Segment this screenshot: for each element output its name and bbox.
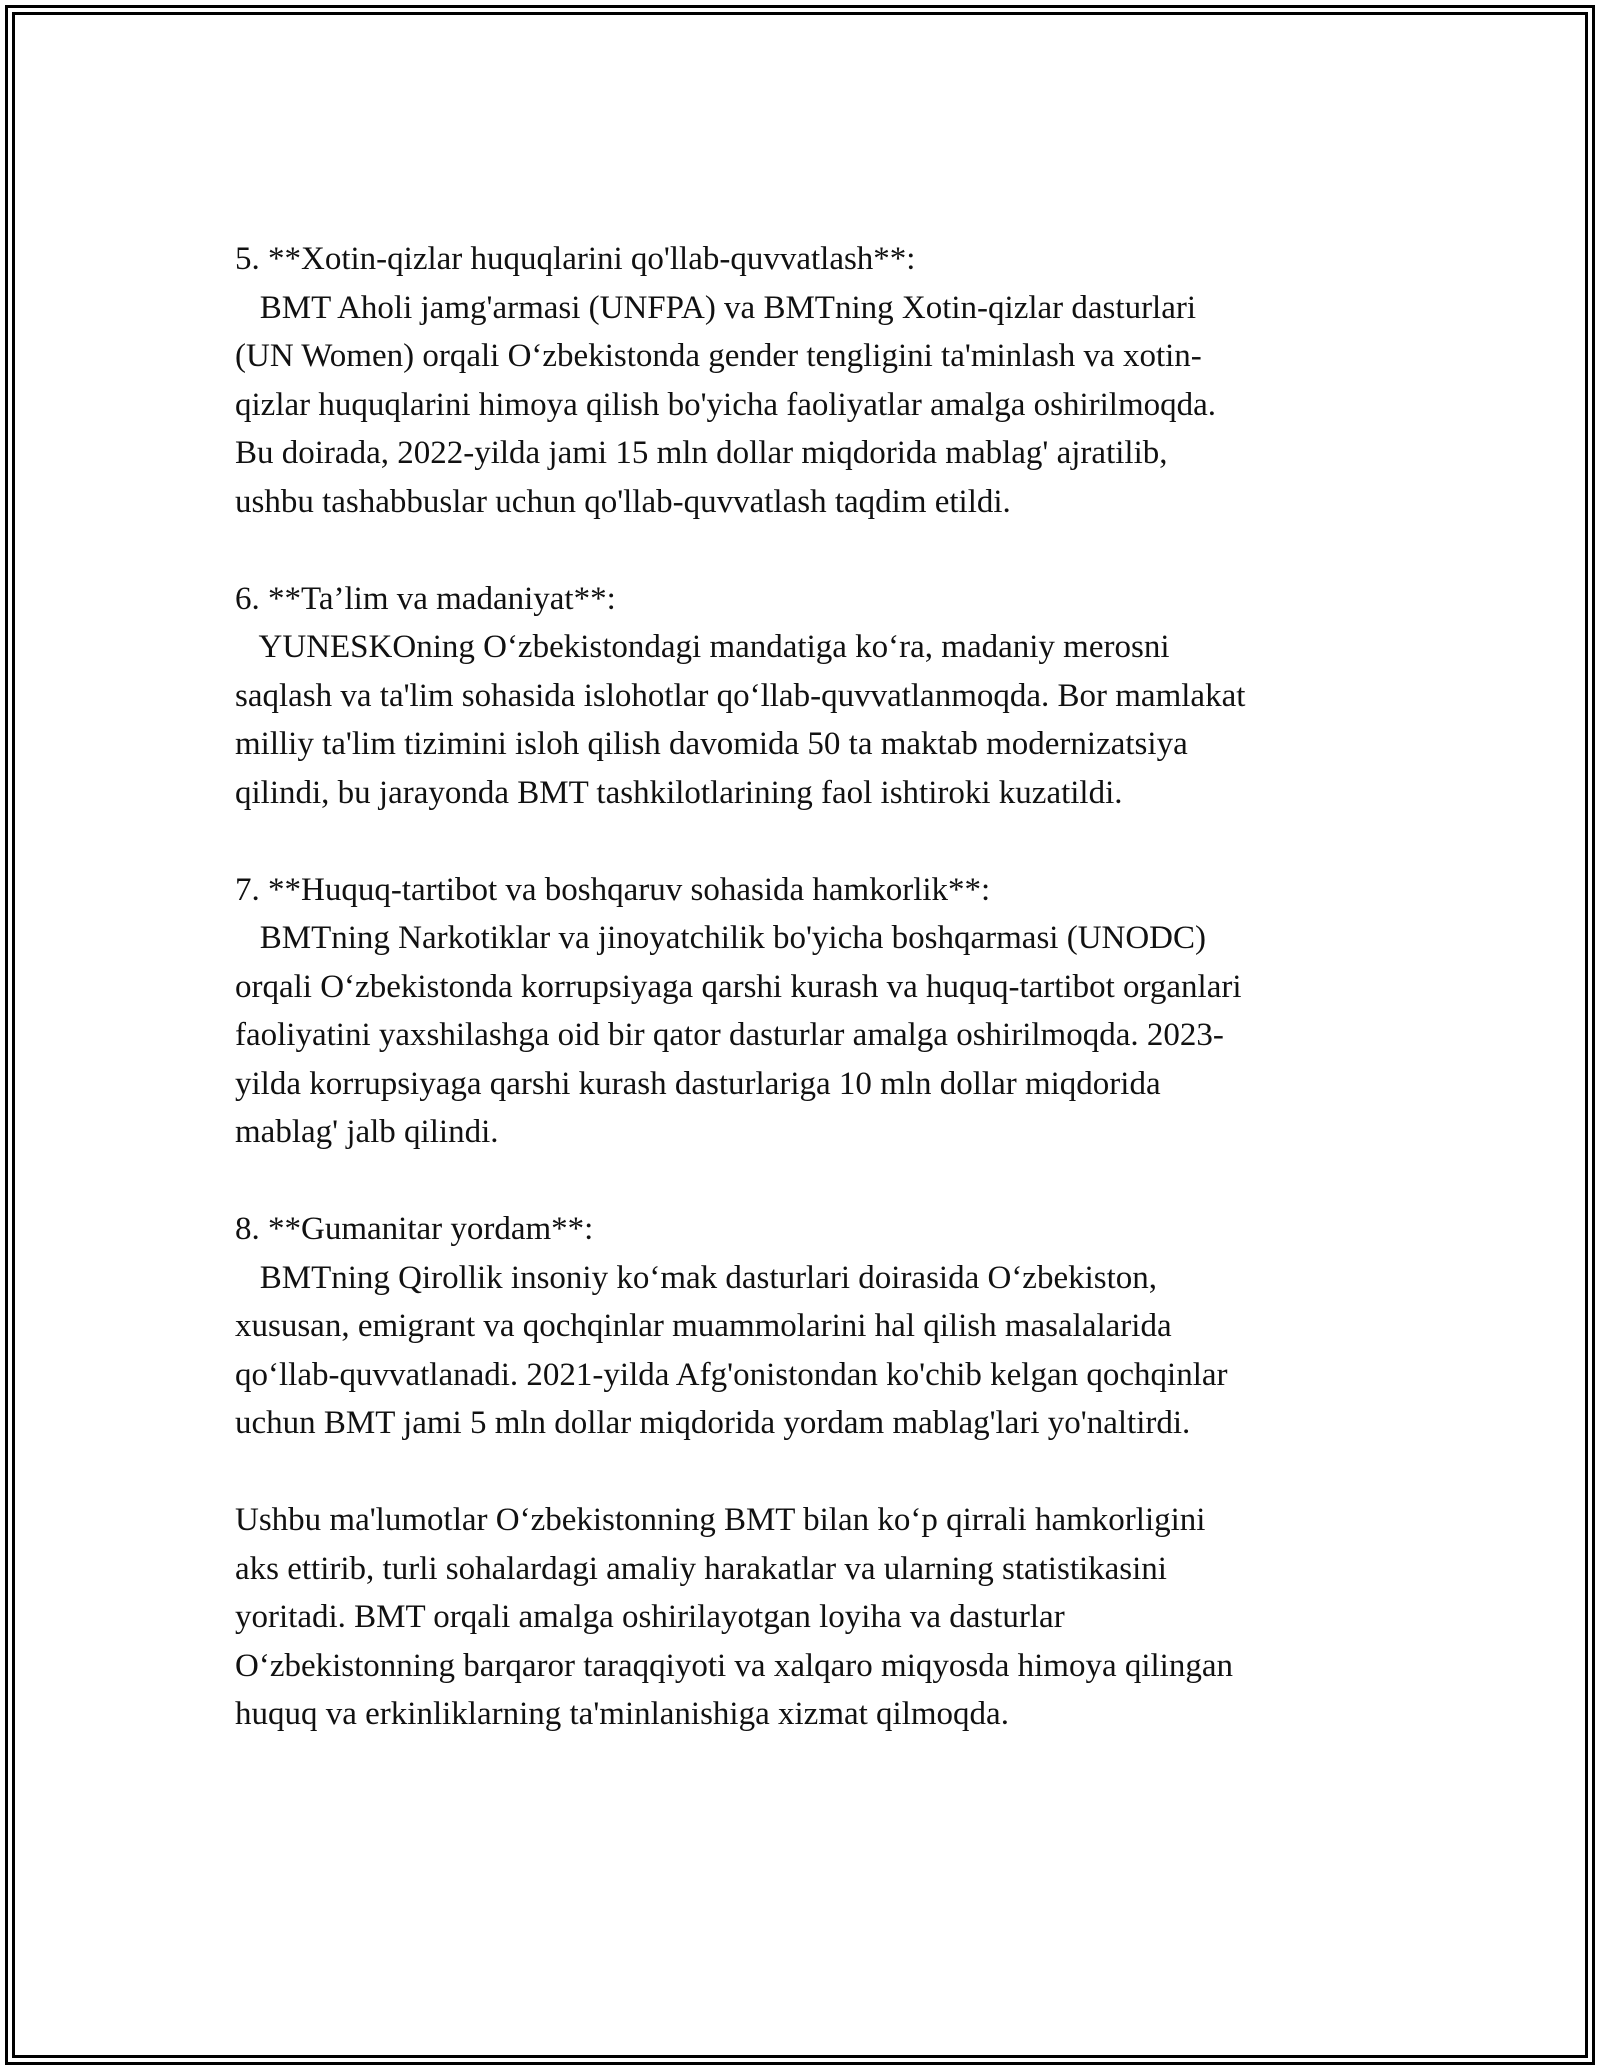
paragraph-line: huquq va erkinliklarning ta'minlanishiga xizmat qilmoqda.	[235, 1696, 1009, 1732]
paragraph-line: YUNESKOning O‘zbekistondagi mandatiga ko‘ra, madaniy merosni	[235, 629, 1170, 665]
paragraph-line: Bu doirada, 2022-yilda jami 15 mln dollar miqdorida mablag' ajratilib,	[235, 435, 1168, 471]
section-7	[235, 866, 1385, 1157]
section-6	[235, 575, 1385, 818]
paragraph-line: (UN Women) orqali O‘zbekistonda gender tengligini ta'minlash va xotin-	[235, 338, 1202, 374]
paragraph-line: ushbu tashabbuslar uchun qo'llab-quvvatlash taqdim etildi.	[235, 483, 1011, 520]
paragraph-line: xususan, emigrant va qochqinlar muammolarini hal qilish masalalarida	[235, 1308, 1172, 1344]
paragraph-line: yilda korrupsiyaga qarshi kurash dasturlariga 10 mln dollar miqdorida	[235, 1065, 1161, 1102]
section-8	[235, 1205, 1385, 1448]
section-5	[235, 235, 1385, 526]
paragraph-line: BMTning Qirollik insoniy ko‘mak dasturlari doirasida O‘zbekiston,	[235, 1259, 1158, 1296]
section-heading: 8. **Gumanitar yordam**:	[235, 1211, 594, 1247]
document-body	[235, 235, 1385, 1787]
paragraph-line: orqali O‘zbekistonda korrupsiyaga qarshi kurash va huquq-tartibot organlari	[235, 968, 1242, 1005]
section-heading: 7. **Huquq-tartibot va boshqaruv sohasida hamkorlik**:	[235, 871, 991, 908]
paragraph-line: qilindi, bu jarayonda BMT tashkilotlarining faol ishtiroki kuzatildi.	[235, 774, 1123, 811]
paragraph-line: BMT Aholi jamg'armasi (UNFPA) va BMTning Xotin-qizlar dasturlari	[235, 289, 1197, 326]
paragraph-line: aks ettirib, turli sohalardagi amaliy harakatlar va ularning statistikasini	[235, 1550, 1167, 1587]
section-heading: 5. **Xotin-qizlar huquqlarini qo'llab-quvvatlash**:	[235, 241, 916, 277]
paragraph-line: yoritadi. BMT orqali amalga oshirilayotgan loyiha va dasturlar	[235, 1599, 1065, 1635]
paragraph-line: mablag' jalb qilindi.	[235, 1114, 499, 1150]
paragraph-line: saqlash va ta'lim sohasida islohotlar qo‘llab-quvvatlanmoqda. Bor mamlakat	[235, 677, 1246, 714]
paragraph-line: BMTning Narkotiklar va jinoyatchilik bo'yicha boshqarmasi (UNODC)	[235, 920, 1207, 956]
paragraph-line: faoliyatini yaxshilashga oid bir qator dasturlar amalga oshirilmoqda. 2023-	[235, 1017, 1224, 1053]
paragraph-line: qo‘llab-quvvatlanadi. 2021-yilda Afg'onistondan ko'chib kelgan qochqinlar	[235, 1356, 1228, 1393]
section-heading: 6. **Ta’lim va madaniyat**:	[235, 580, 616, 617]
paragraph-line: Ushbu ma'lumotlar O‘zbekistonning BMT bilan ko‘p qirrali hamkorligini	[235, 1502, 1206, 1538]
paragraph-line: O‘zbekistonning barqaror taraqqiyoti va xalqaro miqyosda himoya qilingan	[235, 1647, 1233, 1684]
paragraph-line: qizlar huquqlarini himoya qilish bo'yicha faoliyatlar amalga oshirilmoqda.	[235, 386, 1217, 423]
paragraph-line: uchun BMT jami 5 mln dollar miqdorida yordam mablag'lari yo'naltirdi.	[235, 1405, 1191, 1441]
conclusion-paragraph	[235, 1496, 1385, 1739]
paragraph-line: milliy ta'lim tizimini isloh qilish davomida 50 ta maktab modernizatsiya	[235, 726, 1188, 762]
